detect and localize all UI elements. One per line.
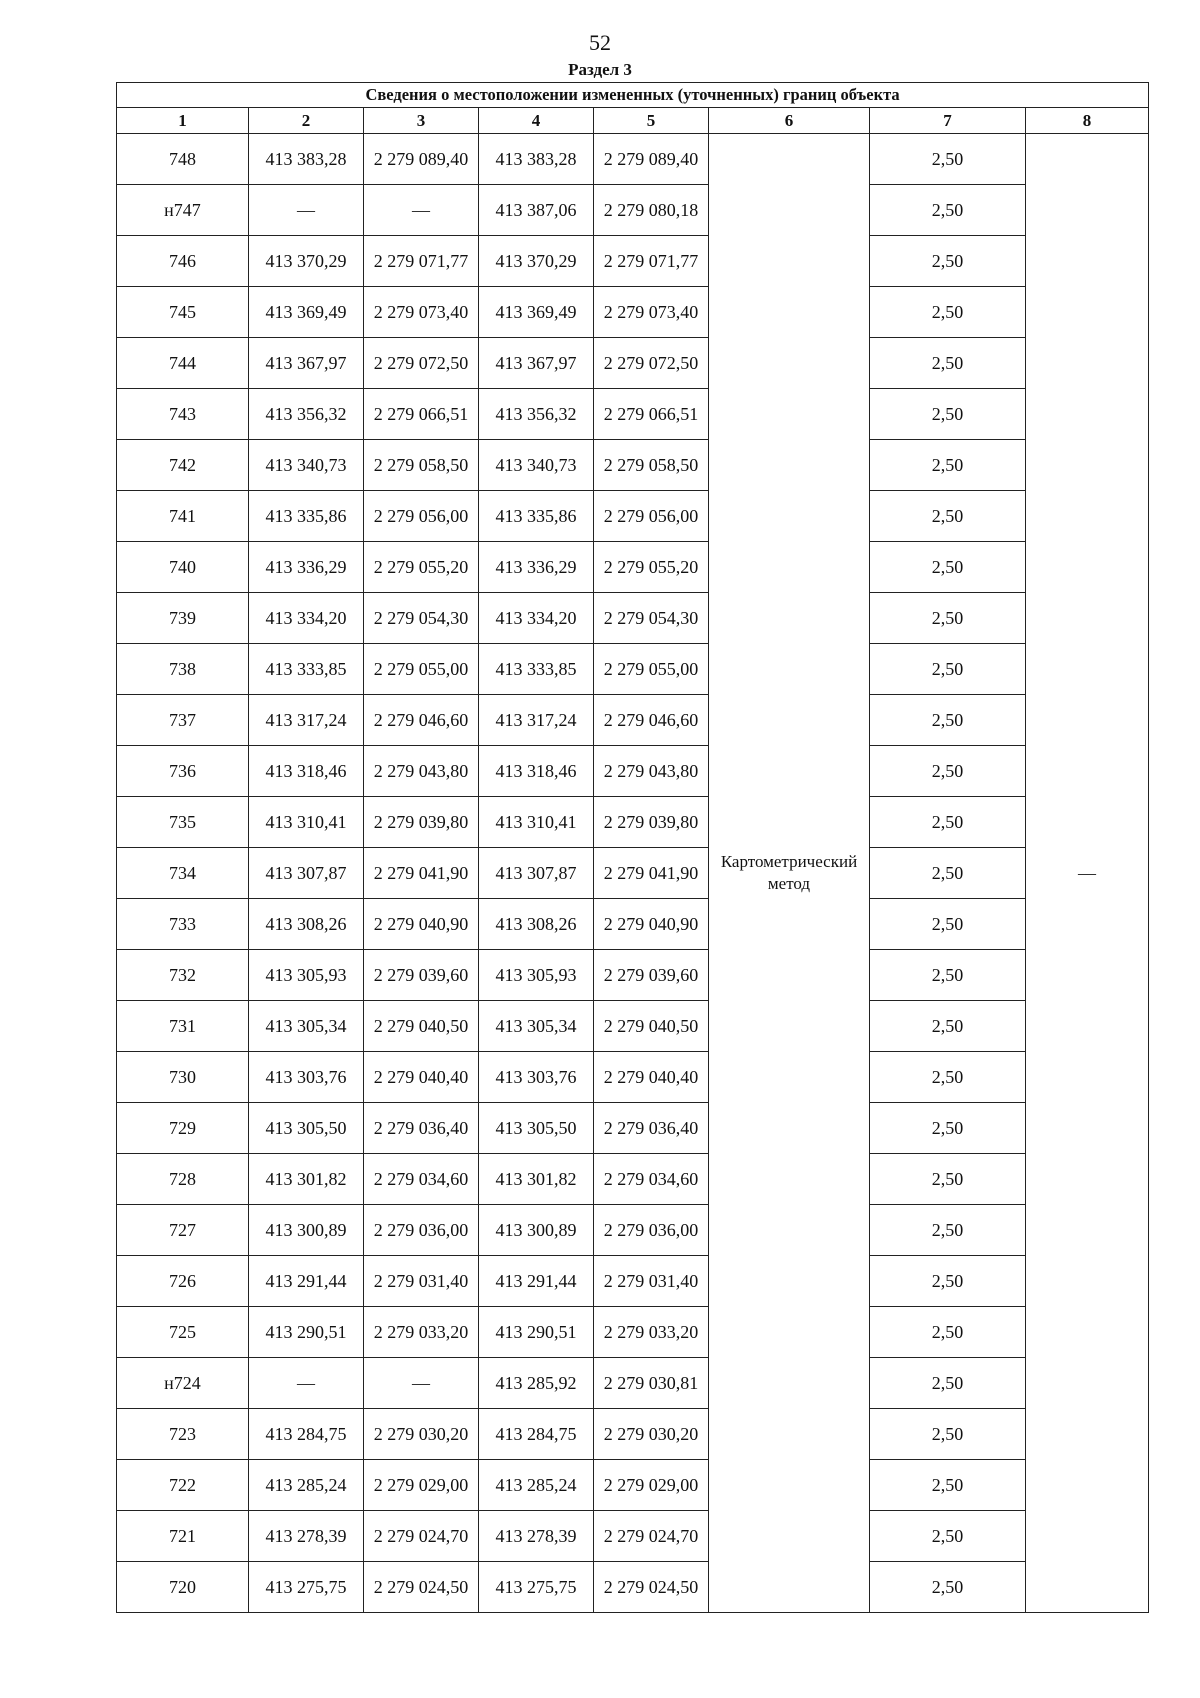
new-x-cell: 413 305,50 [479, 1103, 594, 1154]
existing-x-cell: 413 275,75 [249, 1562, 364, 1613]
point-number-cell: 729 [117, 1103, 249, 1154]
existing-y-cell: 2 279 024,70 [364, 1511, 479, 1562]
new-x-cell: 413 307,87 [479, 848, 594, 899]
accuracy-cell: 2,50 [870, 1256, 1026, 1307]
method-cell: Картометрический метод [709, 134, 870, 1613]
new-y-cell: 2 279 058,50 [594, 440, 709, 491]
new-y-cell: 2 279 056,00 [594, 491, 709, 542]
column-header: 3 [364, 108, 479, 134]
table-caption: Сведения о местоположении измененных (уточненных) границ объекта [117, 83, 1149, 108]
accuracy-cell: 2,50 [870, 1409, 1026, 1460]
accuracy-cell: 2,50 [870, 1358, 1026, 1409]
existing-y-cell: 2 279 041,90 [364, 848, 479, 899]
existing-y-cell: 2 279 056,00 [364, 491, 479, 542]
new-y-cell: 2 279 024,70 [594, 1511, 709, 1562]
accuracy-cell: 2,50 [870, 1460, 1026, 1511]
new-x-cell: 413 370,29 [479, 236, 594, 287]
new-y-cell: 2 279 024,50 [594, 1562, 709, 1613]
existing-x-cell: 413 369,49 [249, 287, 364, 338]
accuracy-cell: 2,50 [870, 1001, 1026, 1052]
new-x-cell: 413 278,39 [479, 1511, 594, 1562]
existing-x-cell: 413 290,51 [249, 1307, 364, 1358]
column-header: 4 [479, 108, 594, 134]
new-x-cell: 413 369,49 [479, 287, 594, 338]
existing-y-cell: 2 279 043,80 [364, 746, 479, 797]
new-x-cell: 413 335,86 [479, 491, 594, 542]
accuracy-cell: 2,50 [870, 1511, 1026, 1562]
column-8-cell: — [1026, 134, 1149, 1613]
existing-x-cell: 413 340,73 [249, 440, 364, 491]
table-row [117, 1511, 1149, 1562]
new-x-cell: 413 303,76 [479, 1052, 594, 1103]
existing-y-cell: 2 279 039,60 [364, 950, 479, 1001]
existing-y-cell: 2 279 089,40 [364, 134, 479, 185]
table-row [117, 593, 1149, 644]
point-number-cell: 731 [117, 1001, 249, 1052]
accuracy-cell: 2,50 [870, 1307, 1026, 1358]
accuracy-cell: 2,50 [870, 389, 1026, 440]
table-row [117, 287, 1149, 338]
column-header: 5 [594, 108, 709, 134]
existing-x-cell: 413 367,97 [249, 338, 364, 389]
new-y-cell: 2 279 033,20 [594, 1307, 709, 1358]
existing-x-cell: 413 307,87 [249, 848, 364, 899]
table-row [117, 950, 1149, 1001]
new-x-cell: 413 387,06 [479, 185, 594, 236]
accuracy-cell: 2,50 [870, 491, 1026, 542]
table-row [117, 746, 1149, 797]
existing-x-cell: 413 291,44 [249, 1256, 364, 1307]
point-number-cell: 723 [117, 1409, 249, 1460]
existing-y-cell: 2 279 072,50 [364, 338, 479, 389]
point-number-cell: 737 [117, 695, 249, 746]
new-y-cell: 2 279 036,00 [594, 1205, 709, 1256]
point-number-cell: 748 [117, 134, 249, 185]
existing-y-cell: 2 279 066,51 [364, 389, 479, 440]
accuracy-cell: 2,50 [870, 1103, 1026, 1154]
point-number-cell: 733 [117, 899, 249, 950]
table-row [117, 542, 1149, 593]
new-y-cell: 2 279 072,50 [594, 338, 709, 389]
column-number-row [117, 108, 1149, 134]
existing-y-cell: 2 279 031,40 [364, 1256, 479, 1307]
existing-x-cell: — [249, 1358, 364, 1409]
existing-y-cell: 2 279 030,20 [364, 1409, 479, 1460]
existing-x-cell: 413 285,24 [249, 1460, 364, 1511]
new-y-cell: 2 279 071,77 [594, 236, 709, 287]
column-header: 7 [870, 108, 1026, 134]
point-number-cell: 726 [117, 1256, 249, 1307]
page-number: 52 [589, 30, 611, 55]
existing-x-cell: 413 305,34 [249, 1001, 364, 1052]
accuracy-cell: 2,50 [870, 899, 1026, 950]
new-x-cell: 413 340,73 [479, 440, 594, 491]
existing-x-cell: 413 333,85 [249, 644, 364, 695]
existing-y-cell: 2 279 034,60 [364, 1154, 479, 1205]
table-row [117, 644, 1149, 695]
existing-y-cell: 2 279 046,60 [364, 695, 479, 746]
accuracy-cell: 2,50 [870, 593, 1026, 644]
new-y-cell: 2 279 073,40 [594, 287, 709, 338]
boundary-coordinates-table [116, 82, 1149, 1613]
existing-y-cell: 2 279 040,50 [364, 1001, 479, 1052]
accuracy-cell: 2,50 [870, 797, 1026, 848]
point-number-cell: 740 [117, 542, 249, 593]
new-y-cell: 2 279 036,40 [594, 1103, 709, 1154]
table-row [117, 695, 1149, 746]
table-row [117, 389, 1149, 440]
point-number-cell: 725 [117, 1307, 249, 1358]
new-y-cell: 2 279 080,18 [594, 185, 709, 236]
new-y-cell: 2 279 055,00 [594, 644, 709, 695]
existing-y-cell: 2 279 073,40 [364, 287, 479, 338]
accuracy-cell: 2,50 [870, 746, 1026, 797]
table-row [117, 1154, 1149, 1205]
new-x-cell: 413 284,75 [479, 1409, 594, 1460]
point-number-cell: 728 [117, 1154, 249, 1205]
column-header: 8 [1026, 108, 1149, 134]
existing-y-cell: 2 279 058,50 [364, 440, 479, 491]
existing-x-cell: 413 318,46 [249, 746, 364, 797]
new-y-cell: 2 279 054,30 [594, 593, 709, 644]
table-row [117, 236, 1149, 287]
existing-y-cell: 2 279 071,77 [364, 236, 479, 287]
new-y-cell: 2 279 039,80 [594, 797, 709, 848]
column-header: 6 [709, 108, 870, 134]
existing-x-cell: 413 335,86 [249, 491, 364, 542]
accuracy-cell: 2,50 [870, 1562, 1026, 1613]
table-row [117, 1460, 1149, 1511]
existing-y-cell: 2 279 029,00 [364, 1460, 479, 1511]
new-x-cell: 413 367,97 [479, 338, 594, 389]
existing-y-cell: 2 279 024,50 [364, 1562, 479, 1613]
column-header: 1 [117, 108, 249, 134]
point-number-cell: 721 [117, 1511, 249, 1562]
new-x-cell: 413 308,26 [479, 899, 594, 950]
new-x-cell: 413 290,51 [479, 1307, 594, 1358]
new-y-cell: 2 279 066,51 [594, 389, 709, 440]
accuracy-cell: 2,50 [870, 1154, 1026, 1205]
existing-y-cell: 2 279 036,40 [364, 1103, 479, 1154]
table-row [117, 1001, 1149, 1052]
table-caption-row [117, 83, 1149, 108]
point-number-cell: 736 [117, 746, 249, 797]
table-body [117, 134, 1149, 1613]
point-number-cell: 734 [117, 848, 249, 899]
point-number-cell: 738 [117, 644, 249, 695]
accuracy-cell: 2,50 [870, 542, 1026, 593]
new-x-cell: 413 334,20 [479, 593, 594, 644]
new-y-cell: 2 279 030,81 [594, 1358, 709, 1409]
existing-x-cell: 413 305,93 [249, 950, 364, 1001]
new-x-cell: 413 318,46 [479, 746, 594, 797]
new-y-cell: 2 279 031,40 [594, 1256, 709, 1307]
existing-y-cell: 2 279 055,20 [364, 542, 479, 593]
point-number-cell: 732 [117, 950, 249, 1001]
accuracy-cell: 2,50 [870, 185, 1026, 236]
table-row [117, 899, 1149, 950]
table-row [117, 134, 1149, 185]
point-number-cell: 744 [117, 338, 249, 389]
point-number-cell: 746 [117, 236, 249, 287]
point-number-cell: 739 [117, 593, 249, 644]
table-row [117, 1103, 1149, 1154]
point-number-cell: 741 [117, 491, 249, 542]
table-row [117, 1205, 1149, 1256]
existing-y-cell: — [364, 185, 479, 236]
existing-x-cell: 413 301,82 [249, 1154, 364, 1205]
table-row [117, 1409, 1149, 1460]
existing-y-cell: 2 279 033,20 [364, 1307, 479, 1358]
new-y-cell: 2 279 043,80 [594, 746, 709, 797]
point-number-cell: н747 [117, 185, 249, 236]
point-number-cell: 722 [117, 1460, 249, 1511]
accuracy-cell: 2,50 [870, 644, 1026, 695]
existing-x-cell: 413 336,29 [249, 542, 364, 593]
point-number-cell: 727 [117, 1205, 249, 1256]
accuracy-cell: 2,50 [870, 338, 1026, 389]
table-row [117, 1358, 1149, 1409]
existing-y-cell: 2 279 039,80 [364, 797, 479, 848]
point-number-cell: 720 [117, 1562, 249, 1613]
new-x-cell: 413 310,41 [479, 797, 594, 848]
new-x-cell: 413 301,82 [479, 1154, 594, 1205]
table-row [117, 440, 1149, 491]
new-y-cell: 2 279 029,00 [594, 1460, 709, 1511]
new-y-cell: 2 279 055,20 [594, 542, 709, 593]
new-y-cell: 2 279 040,40 [594, 1052, 709, 1103]
accuracy-cell: 2,50 [870, 695, 1026, 746]
new-y-cell: 2 279 040,90 [594, 899, 709, 950]
table-row [117, 338, 1149, 389]
existing-x-cell: 413 305,50 [249, 1103, 364, 1154]
table-row [117, 491, 1149, 542]
existing-y-cell: 2 279 055,00 [364, 644, 479, 695]
section-title: Раздел 3 [568, 60, 632, 79]
table-row [117, 1256, 1149, 1307]
new-x-cell: 413 305,34 [479, 1001, 594, 1052]
table-row [117, 185, 1149, 236]
new-x-cell: 413 275,75 [479, 1562, 594, 1613]
accuracy-cell: 2,50 [870, 1052, 1026, 1103]
table-row [117, 848, 1149, 899]
point-number-cell: 743 [117, 389, 249, 440]
new-x-cell: 413 333,85 [479, 644, 594, 695]
existing-x-cell: 413 300,89 [249, 1205, 364, 1256]
new-y-cell: 2 279 040,50 [594, 1001, 709, 1052]
new-y-cell: 2 279 089,40 [594, 134, 709, 185]
accuracy-cell: 2,50 [870, 848, 1026, 899]
existing-x-cell: 413 383,28 [249, 134, 364, 185]
existing-y-cell: 2 279 036,00 [364, 1205, 479, 1256]
accuracy-cell: 2,50 [870, 1205, 1026, 1256]
table-row [117, 797, 1149, 848]
column-header: 2 [249, 108, 364, 134]
point-number-cell: н724 [117, 1358, 249, 1409]
new-x-cell: 413 285,24 [479, 1460, 594, 1511]
point-number-cell: 742 [117, 440, 249, 491]
existing-y-cell: 2 279 054,30 [364, 593, 479, 644]
new-x-cell: 413 383,28 [479, 134, 594, 185]
new-x-cell: 413 336,29 [479, 542, 594, 593]
table-row [117, 1052, 1149, 1103]
new-x-cell: 413 285,92 [479, 1358, 594, 1409]
new-y-cell: 2 279 034,60 [594, 1154, 709, 1205]
table-row [117, 1307, 1149, 1358]
new-x-cell: 413 356,32 [479, 389, 594, 440]
accuracy-cell: 2,50 [870, 236, 1026, 287]
existing-x-cell: 413 308,26 [249, 899, 364, 950]
new-x-cell: 413 317,24 [479, 695, 594, 746]
existing-x-cell: 413 356,32 [249, 389, 364, 440]
accuracy-cell: 2,50 [870, 287, 1026, 338]
existing-x-cell: 413 284,75 [249, 1409, 364, 1460]
existing-x-cell: 413 317,24 [249, 695, 364, 746]
point-number-cell: 735 [117, 797, 249, 848]
existing-x-cell: 413 310,41 [249, 797, 364, 848]
existing-x-cell: 413 370,29 [249, 236, 364, 287]
table-row [117, 1562, 1149, 1613]
new-y-cell: 2 279 039,60 [594, 950, 709, 1001]
new-x-cell: 413 300,89 [479, 1205, 594, 1256]
existing-x-cell: — [249, 185, 364, 236]
point-number-cell: 730 [117, 1052, 249, 1103]
accuracy-cell: 2,50 [870, 950, 1026, 1001]
new-y-cell: 2 279 046,60 [594, 695, 709, 746]
new-y-cell: 2 279 030,20 [594, 1409, 709, 1460]
new-x-cell: 413 291,44 [479, 1256, 594, 1307]
existing-x-cell: 413 303,76 [249, 1052, 364, 1103]
point-number-cell: 745 [117, 287, 249, 338]
existing-x-cell: 413 278,39 [249, 1511, 364, 1562]
new-x-cell: 413 305,93 [479, 950, 594, 1001]
existing-y-cell: — [364, 1358, 479, 1409]
existing-x-cell: 413 334,20 [249, 593, 364, 644]
new-y-cell: 2 279 041,90 [594, 848, 709, 899]
existing-y-cell: 2 279 040,90 [364, 899, 479, 950]
existing-y-cell: 2 279 040,40 [364, 1052, 479, 1103]
accuracy-cell: 2,50 [870, 134, 1026, 185]
accuracy-cell: 2,50 [870, 440, 1026, 491]
